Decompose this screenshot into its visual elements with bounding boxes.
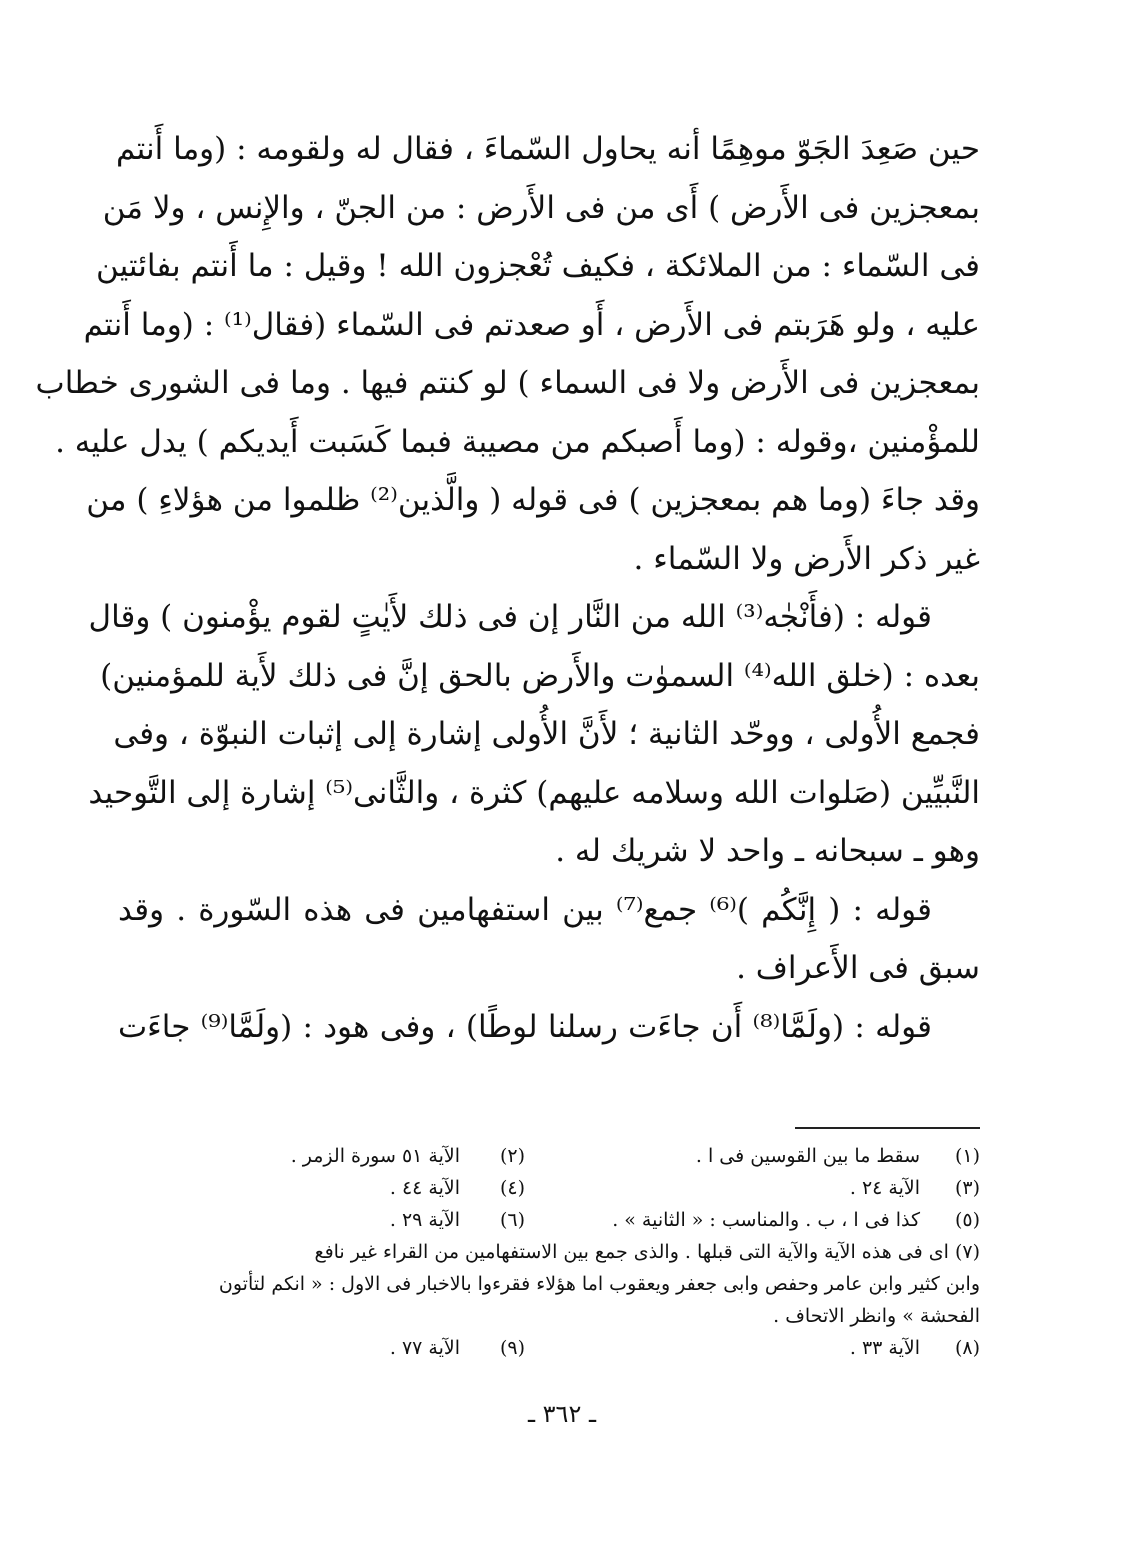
text-line: وهو ـ سبحانه ـ واحد لا شريك له . <box>555 833 980 869</box>
text-line: فى السّماء : من الملائكة ، فكيف تُعْجزون الله ! وقيل : ما أَنتم بفائتين <box>95 248 980 284</box>
text-line: بعده : (خلق الله⁽⁴⁾ السموٰت والأَرض بالحق إنَّ فى ذلك لأَية للمؤمنين) <box>100 657 980 694</box>
footnote-number: (٣) <box>954 1177 980 1199</box>
text-line: وقد جاءَ (وما هم بمعجزين ) فى قوله ( والَّذين⁽²⁾ ظلموا من هؤلاءِ ) من <box>86 482 980 518</box>
footnotes <box>118 1140 980 1364</box>
footnote-divider <box>795 1127 980 1129</box>
text-line: عليه ، ولو هَرَبتم فى الأَرض ، أَو صعدتم فى السّماء (فقال⁽¹⁾ : (وما أَنتم <box>83 306 980 343</box>
footnote-7-line: الفحشة » وانظر الاتحاف . <box>773 1305 980 1327</box>
text-line: النَّبيِّين (صَلوات الله وسلامه عليهم) كثرة ، والثَّانى⁽⁵⁾ إشارة إلى التَّوحيد <box>88 774 980 811</box>
footnote-text: الآية ٧٧ . <box>389 1337 460 1359</box>
text-line: سبق فى الأَعراف . <box>736 950 980 986</box>
footnote-row <box>118 1172 980 1204</box>
footnote-number: (٦) <box>499 1209 525 1231</box>
footnote-text: الآية ٤٤ . <box>389 1177 460 1199</box>
footnote-row <box>118 1332 980 1364</box>
text-line: فجمع الأُولى ، ووحّد الثانية ؛ لأَنَّ الأُولى إشارة إلى إثبات النبوّة ، وفى <box>113 716 980 752</box>
text-line: بمعجزين فى الأَرض ولا فى السماء ) لو كنتم فيها . وما فى الشورى خطاب <box>35 365 980 401</box>
footnote-number: (٥) <box>954 1209 980 1231</box>
page-number: ـ ٣٦٢ ـ <box>527 1400 596 1428</box>
text-line: حين صَعِدَ الجَوّ موهِمًا أنه يحاول السّماءَ ، فقال له ولقومه : (وما أَنتم <box>116 131 980 167</box>
text-line: قوله : ( إِنَّكُم )⁽⁶⁾ جمع⁽⁷⁾ بين استفهامين فى هذه السّورة . وقد <box>118 891 932 928</box>
text-line: للمؤْمنين ،وقوله : (وما أَصبكم من مصيبة فبما كَسَبت أَيديكم ) يدل عليه . <box>55 423 980 460</box>
footnote-number: (٨) <box>954 1337 980 1359</box>
text-line: بمعجزين فى الأَرض ) أَى من فى الأَرض : من الجنّ ، والإِنس ، ولا مَن <box>102 189 980 226</box>
footnote-text: الآية ٢٩ . <box>389 1209 460 1231</box>
footnote-row <box>118 1140 980 1172</box>
text-line: قوله : (فأَنْجٰه⁽³⁾ الله من النَّار إن فى ذلك لأَيٰتٍ لقوم يؤْمنون ) وقال <box>88 599 932 635</box>
footnote-number: (٩) <box>499 1337 525 1359</box>
footnote-text: الآية ٥١ سورة الزمر . <box>290 1145 460 1167</box>
text-line: قوله : (ولَمَّا⁽⁸⁾ أَن جاءَت رسلنا لوطًا) ، وفى هود : (ولَمَّا⁽⁹⁾ جاءَت <box>118 1008 932 1045</box>
footnote-text: كذا فى ا ، ب . والمناسب : « الثانية » . <box>612 1209 920 1231</box>
text-line: غير ذكر الأَرض ولا السّماء . <box>633 540 980 577</box>
footnote-number: (٢) <box>499 1145 525 1167</box>
footnote-7-line: وابن كثير وابن عامر وحفص وابى جعفر ويعقوب اما هؤلاء فقرءوا بالاخبار فى الاول : « انكم لتأتون <box>218 1273 980 1295</box>
footnote-text: الآية ٢٤ . <box>849 1177 920 1199</box>
footnote-number: (٤) <box>499 1177 525 1199</box>
footnote-number: (١) <box>954 1145 980 1167</box>
footnote-text: سقط ما بين القوسين فى ا . <box>695 1145 920 1167</box>
footnote-row <box>118 1204 980 1236</box>
footnote-text: الآية ٣٣ . <box>849 1337 920 1359</box>
footnote-7-line: (٧) اى فى هذه الآية والآية التى قبلها . والذى جمع بين الاستفهامين من القراء غير نافع <box>314 1241 980 1263</box>
body-text <box>35 120 980 1056</box>
